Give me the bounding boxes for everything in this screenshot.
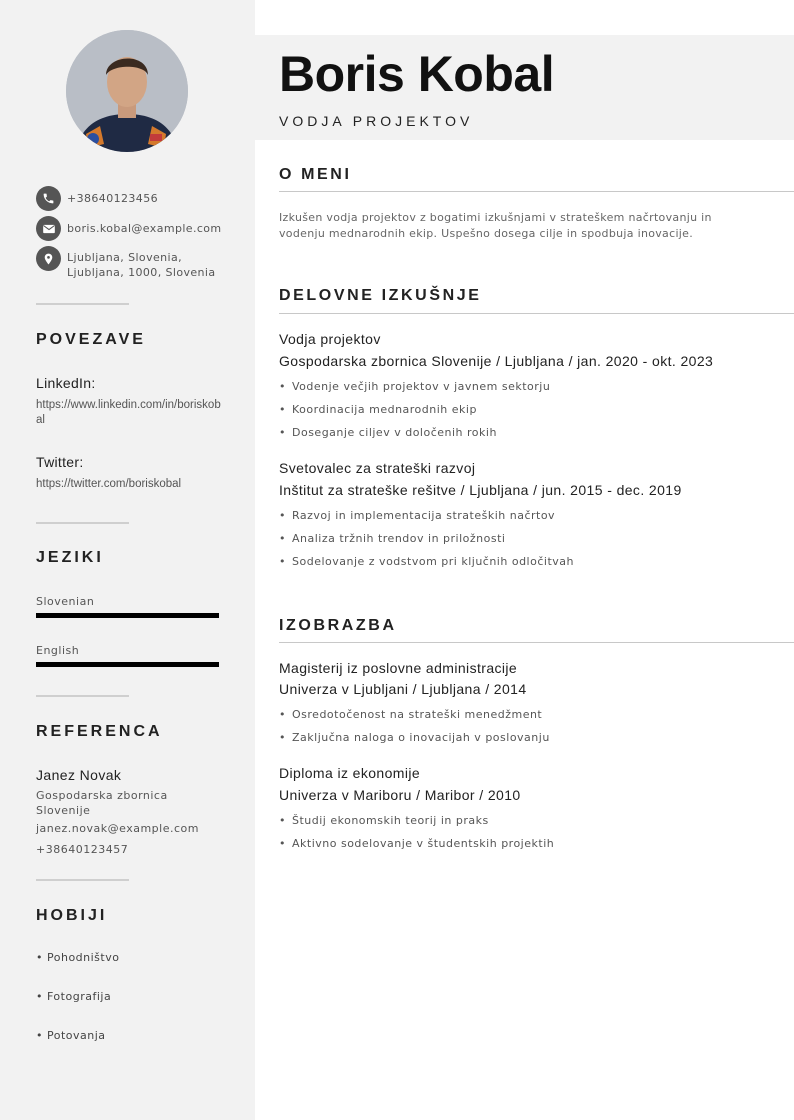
- twitter-link[interactable]: https://twitter.com/boriskobal: [36, 478, 182, 490]
- job-title: VODJA PROJEKTOV: [279, 113, 474, 129]
- section-divider: [279, 313, 794, 314]
- language-level-bar: [36, 613, 219, 618]
- job-bullet: • Analiza tržnih trendov in priložnosti: [279, 532, 506, 545]
- section-divider: [279, 642, 794, 643]
- address-text: [67, 250, 216, 280]
- twitter-label: Twitter:: [36, 454, 84, 470]
- job-position: Svetovalec za strateški razvoj: [279, 460, 476, 476]
- education-degree: Diploma iz ekonomije: [279, 765, 421, 781]
- reference-company: Gospodarska zbornica Slovenije: [36, 789, 168, 817]
- education-details: Univerza v Mariboru / Maribor / 2010: [279, 787, 521, 803]
- education-heading: IZOBRAZBA: [279, 617, 397, 634]
- education-degree: Magisterij iz poslovne administracije: [279, 660, 518, 676]
- person-name: Boris Kobal: [279, 46, 555, 102]
- reference-heading: REFERENCA: [36, 723, 163, 740]
- language-level-bar: [36, 662, 219, 667]
- hobby-item: • Pohodništvo: [36, 951, 120, 964]
- contact-address: [36, 246, 216, 280]
- job-details: Gospodarska zbornica Slovenije / Ljubljana / jan. 2020 - okt. 2023: [279, 353, 714, 369]
- reference-email: janez.novak@example.com: [36, 822, 199, 835]
- address-line-2: Ljubljana, 1000, Slovenia: [67, 266, 216, 279]
- experience-heading: DELOVNE IZKUŠNJE: [279, 287, 482, 304]
- education-details: Univerza v Ljubljani / Ljubljana / 2014: [279, 681, 527, 697]
- job-bullet: • Vodenje večjih projektov v javnem sektorju: [279, 380, 551, 393]
- profile-photo: [66, 30, 188, 152]
- divider: [36, 695, 129, 697]
- linkedin-label: LinkedIn:: [36, 375, 96, 391]
- section-divider: [279, 191, 794, 192]
- reference-name: Janez Novak: [36, 767, 122, 783]
- language-name: Slovenian: [36, 595, 95, 608]
- divider: [36, 522, 129, 524]
- about-heading: O MENI: [279, 166, 352, 183]
- job-bullet: • Doseganje ciljev v določenih rokih: [279, 426, 497, 439]
- divider: [36, 303, 129, 305]
- job-position: Vodja projektov: [279, 331, 381, 347]
- contact-email: [36, 216, 222, 241]
- linkedin-link[interactable]: https://www.linkedin.com/in/boriskobal: [36, 399, 221, 426]
- phone-text: +38640123456: [67, 192, 159, 205]
- links-heading: POVEZAVE: [36, 331, 146, 348]
- sidebar: [0, 0, 255, 1120]
- language-name: English: [36, 644, 80, 657]
- education-bullet: • Zaključna naloga o inovacijah v poslovanju: [279, 731, 550, 744]
- mail-icon: [36, 216, 61, 241]
- location-pin-icon: [36, 246, 61, 271]
- hobby-item: • Fotografija: [36, 990, 112, 1003]
- job-bullet: • Razvoj in implementacija strateških načrtov: [279, 509, 556, 522]
- education-bullet: • Osredotočenost na strateški menedžment: [279, 708, 543, 721]
- education-bullet: • Aktivno sodelovanje v študentskih projektih: [279, 837, 555, 850]
- job-details: Inštitut za strateške rešitve / Ljubljana / jun. 2015 - dec. 2019: [279, 482, 682, 498]
- job-bullet: • Sodelovanje z vodstvom pri ključnih odločitvah: [279, 555, 574, 568]
- education-bullet: • Študij ekonomskih teorij in praks: [279, 814, 489, 827]
- hobbies-heading: HOBIJI: [36, 907, 108, 924]
- reference-phone: +38640123457: [36, 843, 129, 856]
- hobby-item: • Potovanja: [36, 1029, 106, 1042]
- address-line-1: Ljubljana, Slovenia,: [67, 251, 183, 264]
- about-text: Izkušen vodja projektov z bogatimi izkušnjami v strateškem načrtovanju in vodenju mednarodnih ekip. Uspešno dosega cilje in spodbuja inovacije.: [279, 211, 712, 240]
- divider: [36, 879, 129, 881]
- contact-phone: [36, 186, 158, 211]
- phone-icon: [36, 186, 61, 211]
- job-bullet: • Koordinacija mednarodnih ekip: [279, 403, 477, 416]
- email-text: boris.kobal@example.com: [67, 222, 222, 235]
- languages-heading: JEZIKI: [36, 549, 104, 566]
